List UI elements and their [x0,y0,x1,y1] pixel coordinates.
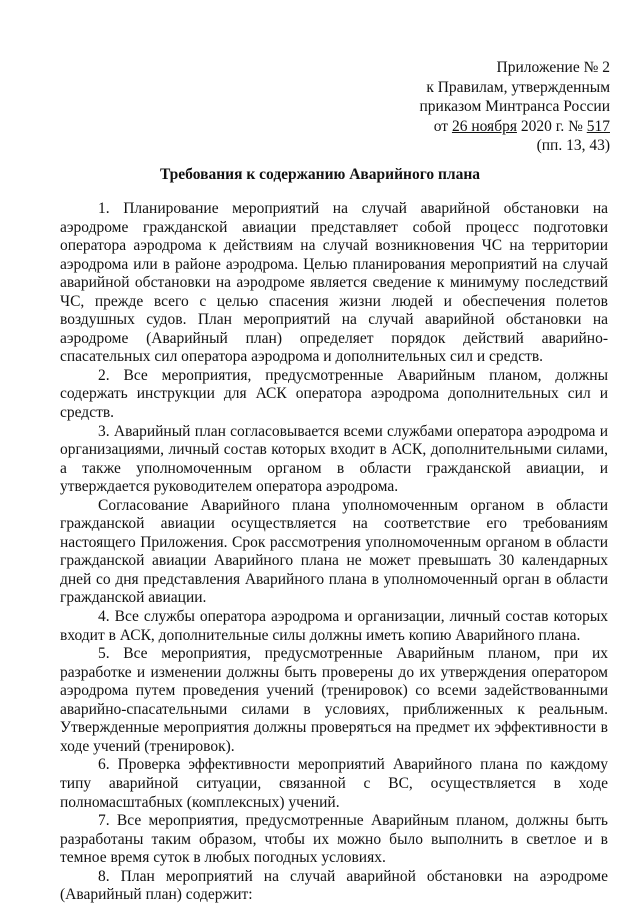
order-date: 26 ноября [451,117,517,135]
paragraph-4: 4. Все службы оператора аэродрома и организации, личный состав которых входит в АСК, дополнительные силы должны иметь копию Аварийного плана. [60,608,608,644]
paragraph-6: 6. Проверка эффективности мероприятий Аварийного плана по каждому типу аварийной ситуации, связанной с ВС, осуществляется в ходе полномасштабных (комплексных) учений. [60,756,608,811]
paragraph-2: 2. Все мероприятия, предусмотренные Аварийным планом, должны содержать инструкции для АСК оператора аэродрома дополнительных сил и средств. [60,366,608,422]
date-prefix: от [433,117,452,135]
paragraph-8: 8. План мероприятий на случай аварийной обстановки на аэродроме (Аварийный план) содержит: [60,867,608,904]
appendix-rules-line: к Правилам, утвержденным [426,78,610,96]
appendix-number: Приложение № 2 [496,59,610,76]
paragraph-3-approval: Согласование Аварийного плана уполномоченным органом в области гражданской авиации осуществляется на соответствие его требованиям настоящего Приложения. Срок рассмотрения уполномоченным органом в области гражданской авиации Аварийного плана не может превышать 30 календарных дней со дня представления Аварийного плана в уполномоченный орган в области гражданской авиации. [60,496,608,607]
paragraph-5: 5. Все мероприятия, предусмотренные Аварийным планом, при их разработке и изменении должны быть проверены до их утверждения оператором аэродрома путем проведения учений (тренировок) со всеми задействованными аварийно-спасательными силами в условиях, приближенных к реальным. Утвержденные мероприятия должны проверяться на предмет их эффективности в ходе учений (тренировок). [60,645,608,755]
order-number: 517 [586,117,610,135]
document-body [60,200,608,905]
paragraph-7: 7. Все мероприятия, предусмотренные Аварийным планом, должны быть разработаны таким образом, чтобы их можно было выполнить в светлое и в темное время суток в любых погодных условиях. [60,812,608,867]
paragraph-3: 3. Аварийный план согласовывается всеми службами оператора аэродрома и организациями, личный состав которых входит в АСК, дополнительными силами, а также уполномоченным органом в области гражданской авиации, и утверждается руководителем оператора аэродрома. [60,422,608,496]
appendix-order-line: приказом Минтранса России [419,98,610,115]
order-year: 2020 г. № [516,117,587,135]
document-title: Требования к содержанию Аварийного плана [159,166,481,183]
paragraph-1: 1. Планирование мероприятий на случай аварийной обстановки на аэродроме гражданской авиации представляет собой процесс подготовки оператора аэродрома к действиям на случай возникновения ЧС на территории аэродрома или в районе аэродрома. Целью планирования мероприятий на случай аварийной обстановки на аэродроме является сведение к минимуму последствий ЧС, прежде всего с целью спасения жизни людей и обеспечения полетов воздушных судов. План мероприятий на случай аварийной обстановки на аэродроме (Аварийный план) определяет порядок действий аварийно-спасательных сил оператора аэродрома и дополнительных сил и средств. [60,200,608,366]
appendix-header [420,58,611,156]
appendix-clauses: (пп. 13, 43) [536,137,610,154]
appendix-date-line [420,117,611,137]
